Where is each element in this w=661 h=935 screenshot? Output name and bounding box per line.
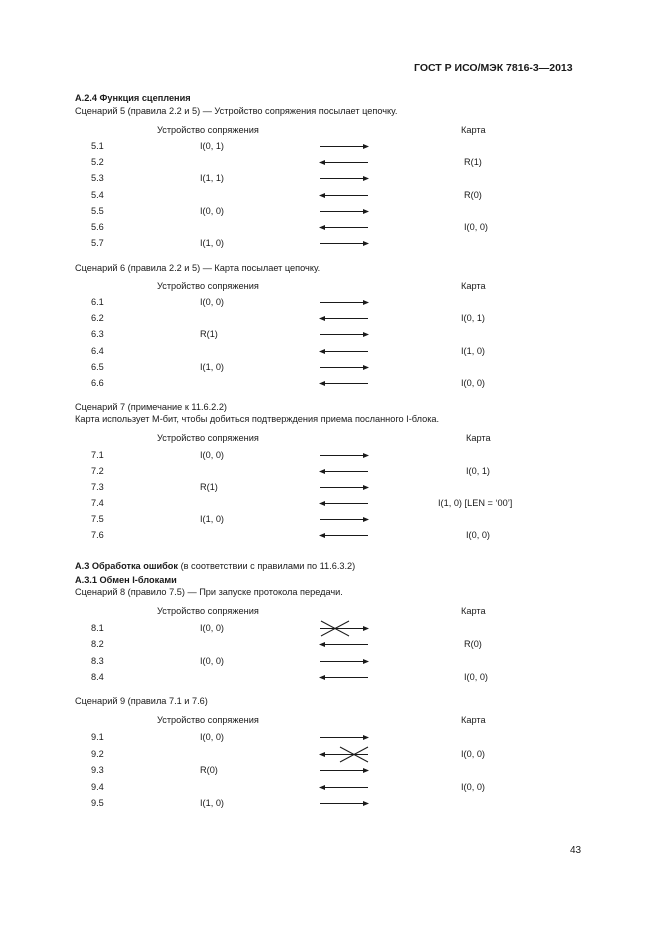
- row-number: 5.3: [91, 173, 104, 183]
- row-number: 5.6: [91, 222, 104, 232]
- row-number: 7.2: [91, 466, 104, 476]
- row-number: 5.7: [91, 238, 104, 248]
- arrow-right-icon: [319, 657, 369, 666]
- col-header-card: Карта: [461, 125, 486, 135]
- arrow-left-icon: [319, 347, 369, 356]
- card-message: I(0, 0): [461, 782, 485, 792]
- scenario8-caption: Сценарий 8 (правило 7.5) — При запуске протокола передачи.: [75, 587, 343, 597]
- row-number: 5.1: [91, 141, 104, 151]
- arrow-right-icon: [319, 451, 369, 460]
- scenario7-caption: Сценарий 7 (примечание к 11.6.2.2): [75, 402, 227, 412]
- arrow-right-icon: [319, 766, 369, 775]
- arrow-right-icon: [319, 483, 369, 492]
- row-number: 9.2: [91, 749, 104, 759]
- col-header-card: Карта: [466, 433, 491, 443]
- section-a31-title: А.3.1 Обмен I-блоками: [75, 575, 177, 585]
- arrow-right-icon: [319, 330, 369, 339]
- card-message: I(1, 0): [461, 346, 485, 356]
- card-message: I(0, 0): [461, 378, 485, 388]
- device-message: I(1, 1): [200, 173, 224, 183]
- col-header-card: Карта: [461, 715, 486, 725]
- card-message: I(0, 0): [464, 222, 488, 232]
- arrow-left-icon: [319, 673, 369, 682]
- card-message: I(0, 0): [466, 530, 490, 540]
- section-a3-title-bold: А.3 Обработка ошибок: [75, 561, 179, 571]
- card-message: I(0, 0): [464, 672, 488, 682]
- row-number: 6.4: [91, 346, 104, 356]
- row-number: 8.3: [91, 656, 104, 666]
- card-message: R(0): [464, 190, 482, 200]
- row-number: 9.3: [91, 765, 104, 775]
- scenario9-caption: Сценарий 9 (правила 7.1 и 7.6): [75, 696, 208, 706]
- row-number: 6.1: [91, 297, 104, 307]
- card-message: I(0, 1): [461, 313, 485, 323]
- arrow-left-icon: [319, 223, 369, 232]
- row-number: 7.4: [91, 498, 104, 508]
- arrow-left-icon: [319, 379, 369, 388]
- cross-icon: [338, 746, 370, 763]
- device-message: I(0, 0): [200, 297, 224, 307]
- row-number: 6.6: [91, 378, 104, 388]
- device-message: I(0, 0): [200, 206, 224, 216]
- device-message: R(1): [200, 482, 218, 492]
- row-number: 8.1: [91, 623, 104, 633]
- scenario5-caption: Сценарий 5 (правила 2.2 и 5) — Устройство сопряжения посылает цепочку.: [75, 106, 398, 116]
- row-number: 6.3: [91, 329, 104, 339]
- row-number: 6.5: [91, 362, 104, 372]
- device-message: I(0, 0): [200, 450, 224, 460]
- arrow-left-icon: [319, 531, 369, 540]
- device-message: R(0): [200, 765, 218, 775]
- arrow-left-icon: [319, 314, 369, 323]
- arrow-right-icon: [319, 239, 369, 248]
- col-header-device: Устройство сопряжения: [157, 125, 259, 135]
- device-message: I(1, 0): [200, 362, 224, 372]
- arrow-right-icon: [319, 207, 369, 216]
- section-a24-title: А.2.4 Функция сцепления: [75, 93, 191, 103]
- arrow-right-icon: [319, 515, 369, 524]
- row-number: 5.5: [91, 206, 104, 216]
- arrow-right-icon: [319, 174, 369, 183]
- arrow-left-icon: [319, 158, 369, 167]
- arrow-right-icon: [319, 363, 369, 372]
- col-header-device: Устройство сопряжения: [157, 715, 259, 725]
- row-number: 7.1: [91, 450, 104, 460]
- arrow-right-icon: [319, 733, 369, 742]
- col-header-device: Устройство сопряжения: [157, 433, 259, 443]
- row-number: 5.2: [91, 157, 104, 167]
- card-message: R(1): [464, 157, 482, 167]
- row-number: 9.5: [91, 798, 104, 808]
- card-message: I(0, 0): [461, 749, 485, 759]
- device-message: I(1, 0): [200, 798, 224, 808]
- section-a3-title: [75, 561, 355, 571]
- row-number: 6.2: [91, 313, 104, 323]
- device-message: R(1): [200, 329, 218, 339]
- col-header-card: Карта: [461, 606, 486, 616]
- row-number: 7.3: [91, 482, 104, 492]
- row-number: 8.4: [91, 672, 104, 682]
- arrow-left-icon: [319, 191, 369, 200]
- row-number: 9.1: [91, 732, 104, 742]
- row-number: 9.4: [91, 782, 104, 792]
- arrow-right-icon: [319, 298, 369, 307]
- section-a3-title-rest: (в соответствии с правилами по 11.6.3.2): [178, 561, 356, 571]
- device-message: I(0, 0): [200, 623, 224, 633]
- row-number: 7.6: [91, 530, 104, 540]
- card-message: I(0, 1): [466, 466, 490, 476]
- document-header: ГОСТ Р ИСО/МЭК 7816-3—2013: [414, 62, 573, 74]
- page-number: 43: [570, 845, 582, 856]
- col-header-device: Устройство сопряжения: [157, 281, 259, 291]
- scenario6-caption: Сценарий 6 (правила 2.2 и 5) — Карта посылает цепочку.: [75, 263, 321, 273]
- card-message: I(1, 0) [LEN = ‘00’]: [438, 498, 513, 508]
- arrow-left-icon: [319, 467, 369, 476]
- row-number: 7.5: [91, 514, 104, 524]
- arrow-left-icon: [319, 783, 369, 792]
- arrow-right-icon: [319, 142, 369, 151]
- arrow-left-icon: [319, 499, 369, 508]
- scenario7-caption2: Карта использует M-бит, чтобы добиться подтверждения приема посланного I-блока.: [75, 414, 440, 424]
- arrow-right-icon: [319, 799, 369, 808]
- col-header-device: Устройство сопряжения: [157, 606, 259, 616]
- device-message: I(0, 1): [200, 141, 224, 151]
- device-message: I(0, 0): [200, 656, 224, 666]
- row-number: 8.2: [91, 639, 104, 649]
- device-message: I(1, 0): [200, 514, 224, 524]
- device-message: I(0, 0): [200, 732, 224, 742]
- card-message: R(0): [464, 639, 482, 649]
- row-number: 5.4: [91, 190, 104, 200]
- arrow-left-icon: [319, 640, 369, 649]
- col-header-card: Карта: [461, 281, 486, 291]
- device-message: I(1, 0): [200, 238, 224, 248]
- cross-icon: [319, 620, 351, 637]
